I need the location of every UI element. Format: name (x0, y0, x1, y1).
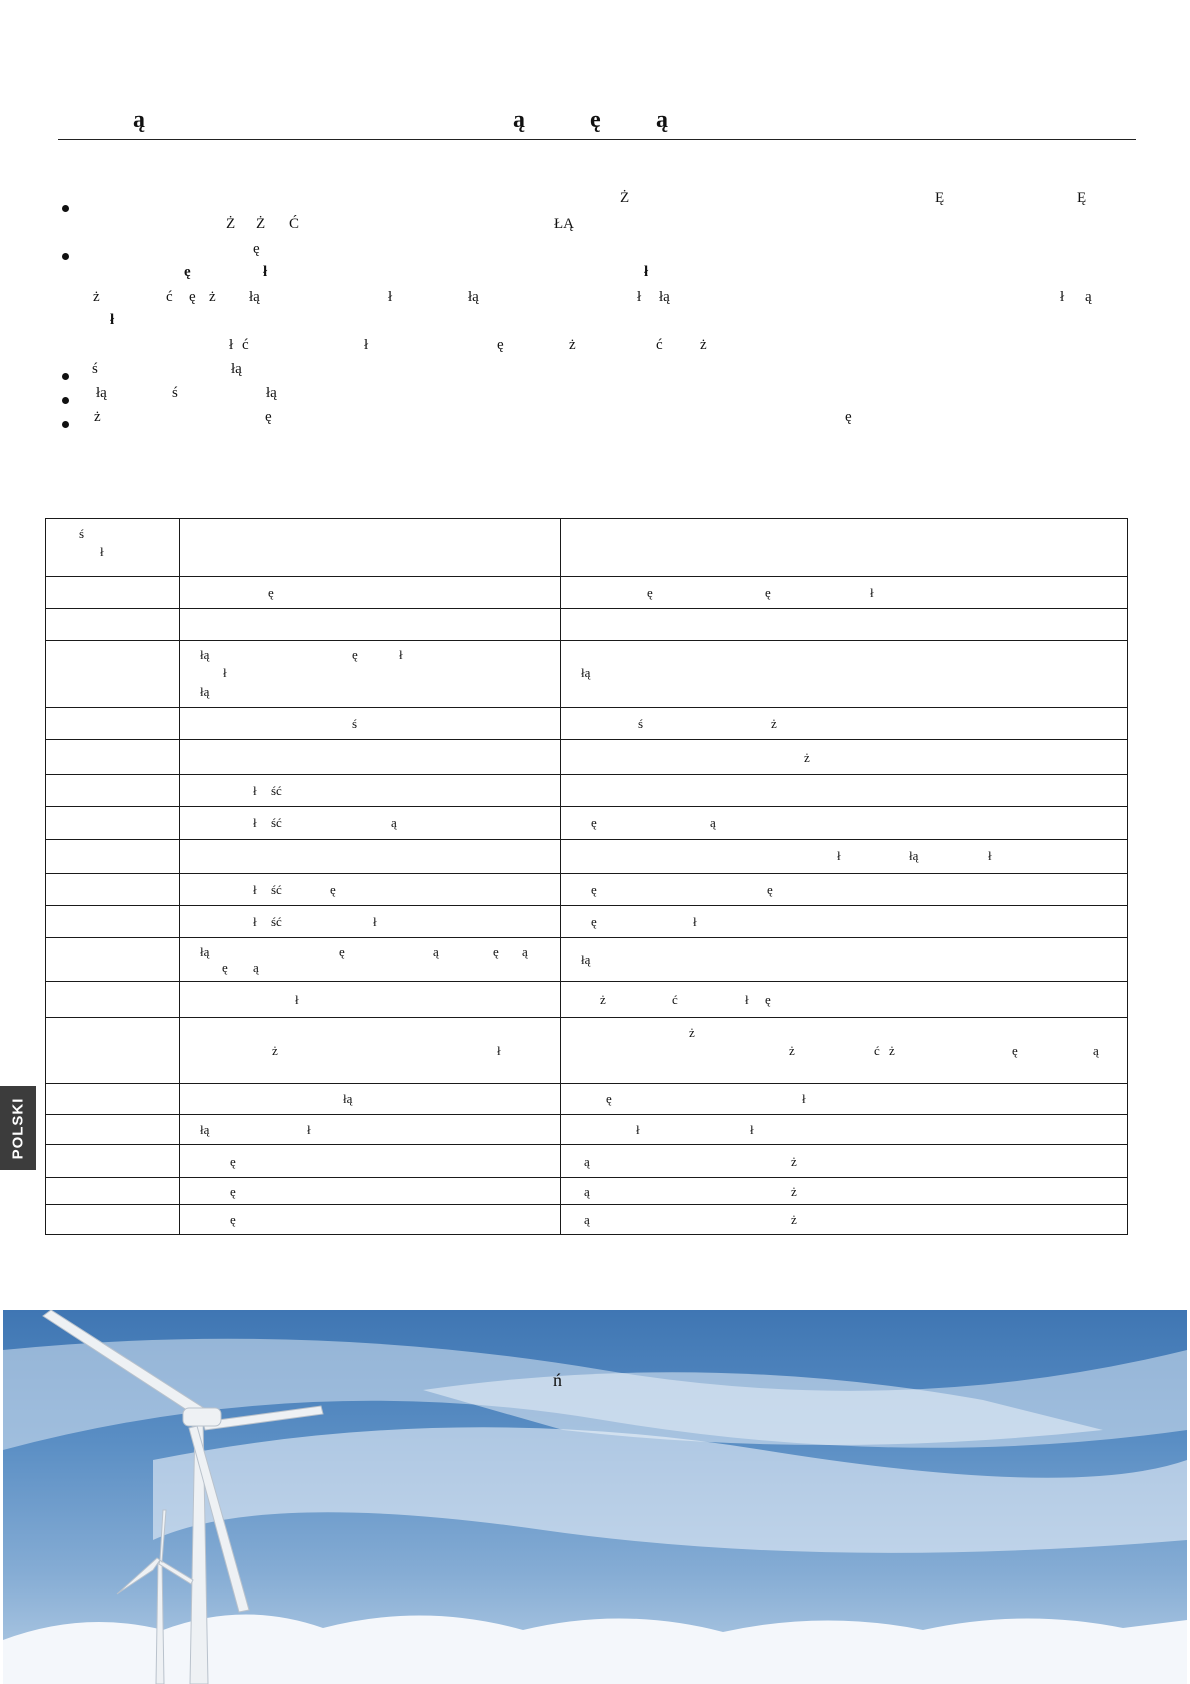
cell-glyph: ą (433, 944, 439, 959)
intro-glyph: ł (263, 264, 268, 280)
cell-glyph: ł (295, 992, 299, 1007)
intro-glyph: ś (172, 385, 178, 401)
intro-glyph: ż (569, 337, 576, 353)
table-cell (561, 1205, 1128, 1235)
table-row (46, 609, 1128, 641)
bullet (62, 421, 69, 428)
cell-glyph: ć (672, 992, 678, 1007)
table-cell (46, 874, 180, 906)
table-cell (561, 982, 1128, 1018)
intro-glyph: łą (96, 385, 107, 401)
intro-glyph: łą (249, 289, 260, 305)
table-row (46, 938, 1128, 982)
intro-glyph: ż (700, 337, 707, 353)
table-cell (561, 609, 1128, 641)
language-tab (0, 1086, 36, 1170)
cell-glyph: ą (584, 1154, 590, 1169)
table-row (46, 519, 1128, 577)
heading-glyph: ą (513, 107, 525, 133)
intro-glyph: Ć (289, 216, 300, 232)
cell-glyph: łą (581, 952, 591, 967)
cell-glyph: ż (600, 992, 606, 1007)
intro-glyph: ę (497, 337, 504, 353)
table-cell (561, 807, 1128, 840)
photo-caption: ń (553, 1370, 562, 1390)
table-cell (561, 874, 1128, 906)
intro-glyph: ł (388, 289, 393, 305)
table-row (46, 641, 1128, 708)
cell-glyph: ę (230, 1212, 236, 1227)
intro-glyph: Ę (1077, 190, 1087, 206)
table-row (46, 1084, 1128, 1115)
table-cell (180, 874, 561, 906)
table-row (46, 874, 1128, 906)
cell-glyph: ł (750, 1122, 754, 1137)
table-cell (46, 775, 180, 807)
cell-glyph: ł (253, 914, 257, 929)
bullet (62, 373, 69, 380)
cell-glyph: ś (352, 716, 358, 731)
table-cell (561, 641, 1128, 708)
table-cell (46, 708, 180, 740)
cell-glyph: ł (497, 1043, 501, 1058)
cell-glyph: ę (493, 944, 499, 959)
table-cell (180, 938, 561, 982)
table-cell (180, 1145, 561, 1178)
cell-glyph: ż (804, 750, 810, 765)
table-cell (561, 1115, 1128, 1145)
cell-glyph: ą (584, 1184, 590, 1199)
cell-glyph: ł (253, 882, 257, 897)
intro-glyph: ż (93, 289, 100, 305)
cell-glyph: ż (789, 1043, 795, 1058)
cell-glyph: ę (330, 882, 336, 897)
cell-glyph: ż (889, 1043, 895, 1058)
cell-glyph: ą (522, 944, 528, 959)
intro-glyph: ł (229, 337, 234, 353)
cell-glyph: ż (272, 1043, 278, 1058)
table-row (46, 1145, 1128, 1178)
intro-glyph: Ż (620, 190, 630, 206)
cell-glyph: ł (636, 1122, 640, 1137)
intro-glyph: Ż (226, 216, 236, 232)
table-cell (46, 1084, 180, 1115)
table-cell (180, 740, 561, 775)
intro-glyph: ś (92, 361, 98, 377)
intro-glyph: ż (209, 289, 216, 305)
table-cell (180, 906, 561, 938)
intro-glyph: ć (166, 289, 173, 305)
cell-glyph: ść (271, 914, 282, 929)
cell-glyph: ę (230, 1184, 236, 1199)
table-cell (46, 840, 180, 874)
cell-glyph: ż (791, 1154, 797, 1169)
cell-glyph: łą (200, 1122, 210, 1137)
table-cell (561, 519, 1128, 577)
spec-table (45, 518, 1128, 1235)
cell-glyph: łą (200, 944, 210, 959)
cell-glyph: ś (79, 526, 85, 541)
cell-glyph: ż (689, 1025, 695, 1040)
cell-glyph: ż (771, 716, 777, 731)
table-cell (180, 1018, 561, 1084)
table-row (46, 1018, 1128, 1084)
intro-glyph: ł (1060, 289, 1065, 305)
table-row (46, 906, 1128, 938)
table-cell (561, 938, 1128, 982)
table-row (46, 740, 1128, 775)
cell-glyph: ę (1012, 1043, 1018, 1058)
cell-glyph: ę (222, 960, 228, 975)
table-cell (46, 807, 180, 840)
table-cell (46, 906, 180, 938)
photo-scene (3, 1310, 1187, 1684)
table-row (46, 840, 1128, 874)
table-cell (180, 1205, 561, 1235)
section-heading (58, 100, 1136, 140)
cell-glyph: ś (638, 716, 644, 731)
cell-glyph: ą (1093, 1043, 1099, 1058)
cell-glyph: ę (767, 882, 773, 897)
cell-glyph: ł (399, 647, 403, 662)
cell-glyph: łą (909, 848, 919, 863)
table-cell (561, 1018, 1128, 1084)
cell-glyph: ł (745, 992, 749, 1007)
cell-glyph: ą (584, 1212, 590, 1227)
wind-turbine-photo (3, 1310, 1187, 1684)
cell-glyph: ę (765, 992, 771, 1007)
cell-glyph: ą (253, 960, 259, 975)
table-cell (180, 840, 561, 874)
intro-glyph: ł (644, 264, 649, 280)
table-cell (561, 1084, 1128, 1115)
table-cell (46, 519, 180, 577)
table-cell (46, 1178, 180, 1205)
cell-glyph: ść (271, 783, 282, 798)
cell-glyph: ł (870, 585, 874, 600)
intro-glyph: łą (468, 289, 479, 305)
intro-glyph: łą (266, 385, 277, 401)
table-row (46, 1205, 1128, 1235)
cell-glyph: ę (647, 585, 653, 600)
cell-glyph: ł (223, 665, 227, 680)
table-cell (180, 1084, 561, 1115)
table-cell (561, 740, 1128, 775)
table-cell (180, 982, 561, 1018)
table-row (46, 1178, 1128, 1205)
intro-glyph: ł (637, 289, 642, 305)
intro-glyph: ę (265, 409, 272, 425)
table-cell (46, 641, 180, 708)
table-cell (180, 1115, 561, 1145)
cell-glyph: ż (791, 1184, 797, 1199)
table-cell (561, 775, 1128, 807)
cell-glyph: ł (253, 783, 257, 798)
cell-glyph: ł (307, 1122, 311, 1137)
cloud-streak (153, 1427, 1187, 1553)
table-cell (46, 1018, 180, 1084)
cell-glyph: ł (837, 848, 841, 863)
intro-glyph: ć (656, 337, 663, 353)
cell-glyph: ę (230, 1154, 236, 1169)
table-row (46, 708, 1128, 740)
table-row (46, 1115, 1128, 1145)
intro-glyph: ę (253, 241, 260, 257)
cell-glyph: ść (271, 882, 282, 897)
cell-glyph: ę (591, 882, 597, 897)
table-cell (180, 641, 561, 708)
table-row (46, 982, 1128, 1018)
heading-glyph: ą (656, 107, 668, 133)
table-cell (561, 1145, 1128, 1178)
intro-glyph: ż (94, 409, 101, 425)
table-cell (561, 577, 1128, 609)
cell-glyph: ść (271, 815, 282, 830)
intro-glyph: ł (364, 337, 369, 353)
table-cell (180, 775, 561, 807)
table-row (46, 807, 1128, 840)
cell-glyph: ę (591, 815, 597, 830)
bullet (62, 397, 69, 404)
intro-glyph: ę (189, 289, 196, 305)
heading-glyph: ą (133, 107, 145, 133)
table-cell (180, 577, 561, 609)
table-cell (46, 577, 180, 609)
intro-glyph: ę (184, 264, 191, 280)
intro-glyph: Ę (935, 190, 945, 206)
cell-glyph: ł (988, 848, 992, 863)
table-cell (180, 609, 561, 641)
cloud-bank (3, 1614, 1187, 1684)
cell-glyph: łą (200, 684, 210, 699)
cell-glyph: łą (343, 1091, 353, 1106)
cell-glyph: ę (606, 1091, 612, 1106)
table-cell (561, 708, 1128, 740)
intro-glyph: ŁĄ (554, 216, 574, 232)
table-cell (46, 1115, 180, 1145)
cell-glyph: ę (268, 585, 274, 600)
table-row (46, 577, 1128, 609)
table-cell (46, 1205, 180, 1235)
table-cell (180, 807, 561, 840)
table-cell (46, 938, 180, 982)
cell-glyph: ę (765, 585, 771, 600)
table-cell (561, 1178, 1128, 1205)
table-cell (180, 1178, 561, 1205)
cell-glyph: ą (391, 815, 397, 830)
cell-glyph: ł (253, 815, 257, 830)
table-row (46, 775, 1128, 807)
cell-glyph: ę (352, 647, 358, 662)
cell-glyph: ł (373, 914, 377, 929)
cell-glyph: ę (339, 944, 345, 959)
bullet (62, 253, 69, 260)
heading-glyph: ę (590, 107, 601, 133)
table-cell (46, 982, 180, 1018)
intro-glyph: ę (845, 409, 852, 425)
cell-glyph: ł (693, 914, 697, 929)
bullet (62, 205, 69, 212)
intro-glyph: Ż (256, 216, 266, 232)
table-cell (561, 906, 1128, 938)
table-cell (46, 740, 180, 775)
table-cell (46, 1145, 180, 1178)
intro-glyph: ł (110, 312, 115, 328)
cell-glyph: ł (802, 1091, 806, 1106)
cell-glyph: ł (100, 544, 104, 559)
cell-glyph: ż (791, 1212, 797, 1227)
intro-glyph: łą (659, 289, 670, 305)
cell-glyph: ę (591, 914, 597, 929)
intro-glyph: ą (1085, 289, 1092, 305)
cell-glyph: łą (581, 665, 591, 680)
cell-glyph: łą (200, 647, 210, 662)
intro-glyph: ć (242, 337, 249, 353)
table-cell (180, 519, 561, 577)
cell-glyph: ą (710, 815, 716, 830)
cell-glyph: ć (874, 1043, 880, 1058)
table-cell (180, 708, 561, 740)
table-cell (46, 609, 180, 641)
language-tab-label: POLSKI (9, 1097, 27, 1159)
intro-glyph: łą (231, 361, 242, 377)
table-cell (561, 840, 1128, 874)
